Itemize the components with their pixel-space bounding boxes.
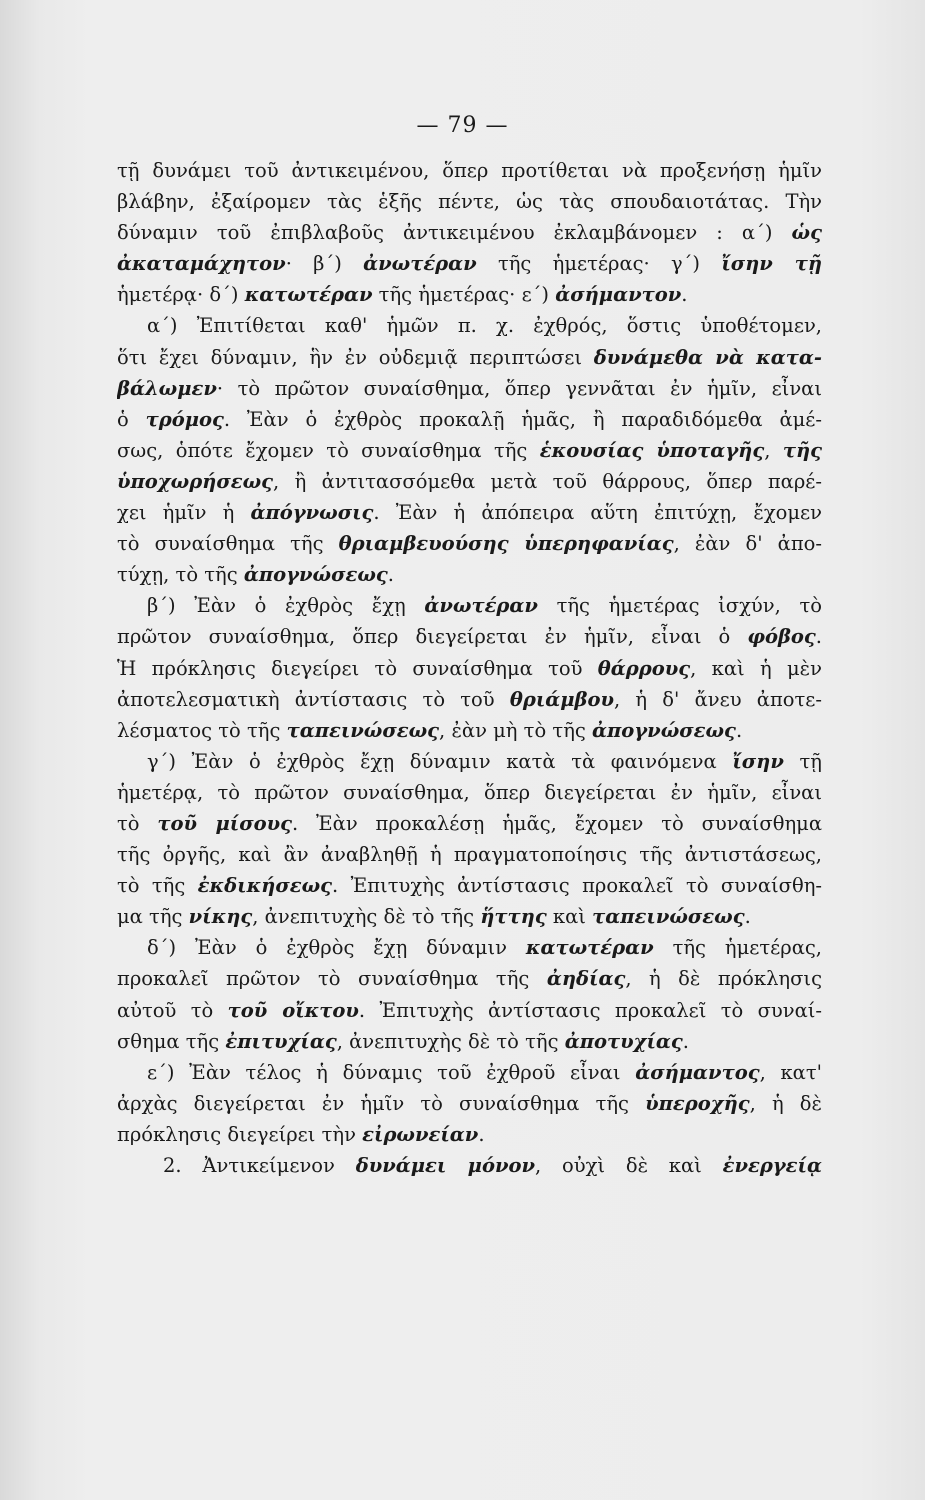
text-line	[117, 342, 822, 373]
emphasis-span: ἴσην τῇ	[721, 252, 822, 276]
text-span: τῆς ἡμετέρας,	[653, 936, 822, 960]
text-span: καὶ	[546, 905, 593, 929]
emphasis-span: ταπεινώσεως	[286, 718, 440, 742]
text-span: .	[387, 563, 394, 587]
emphasis-span: ἴσην	[732, 749, 784, 773]
page-number: — 79 —	[416, 113, 509, 138]
emphasis-span: εἰρωνείαν	[362, 1122, 479, 1146]
text-span: ἀρχὰς διεγείρεται ἐν ἡμῖν τὸ συναίσθημα τῆς	[117, 1091, 646, 1115]
text-span: ἀποτελεσματικὴ ἀντίστασις τὸ τοῦ	[117, 687, 510, 711]
text-line	[117, 621, 822, 652]
text-line	[117, 404, 822, 435]
emphasis-span: βάλωμεν	[117, 376, 217, 400]
emphasis-span: ἀπογνώσεως	[592, 718, 736, 742]
text-span: .	[735, 718, 743, 742]
text-span: τῆς ἡμετέρας· γ΄)	[476, 252, 722, 276]
text-span: , ἢ ἀντιτασσόμεθα μετὰ τοῦ θάρρους, ὅπερ παρέ-	[273, 469, 822, 493]
text-line	[117, 310, 822, 341]
text-line	[117, 217, 822, 248]
text-span: σως, ὁπότε ἔχομεν τὸ συναίσθημα τῆς	[117, 438, 540, 462]
text-span: Ἡ πρόκλησις διεγείρει τὸ συναίσθημα τοῦ	[117, 656, 598, 680]
text-line	[117, 248, 822, 279]
text-span: τὸ	[117, 811, 158, 835]
emphasis-span: τοῦ οἴκτου	[227, 998, 359, 1022]
text-line	[117, 1088, 822, 1119]
text-span: .	[478, 1122, 485, 1146]
text-span: ὅτι ἔχει δύναμιν, ἣν ἐν οὐδεμιᾷ περιπτώσει	[117, 345, 594, 369]
text-span: . Ἐπιτυχὴς ἀντίστασις προκαλεῖ τὸ συναί-	[358, 998, 822, 1022]
text-span: , ἐὰν δ' ἀπο-	[673, 532, 822, 556]
text-span: πρόκλησις διεγείρει τὴν	[117, 1122, 363, 1146]
text-span: ἡμετέρᾳ, τὸ πρῶτον συναίσθημα, ὅπερ διεγείρεται ἐν ἡμῖν, εἶναι	[117, 780, 822, 804]
text-span: ἡμετέρᾳ· δ΄)	[117, 283, 245, 307]
emphasis-span: κατωτέραν	[525, 936, 654, 960]
text-line	[117, 1057, 822, 1088]
text-span: μα τῆς	[117, 905, 189, 929]
emphasis-span: φόβος	[747, 625, 816, 649]
emphasis-span: ἀνωτέραν	[424, 594, 538, 618]
text-span: τῆς ἡμετέρας ἰσχύν, τὸ	[537, 594, 822, 618]
text-span: , ἡ δὲ πρόκλησις	[625, 967, 822, 991]
text-span: . Ἐὰν ἡ ἀπόπειρα αὕτη ἐπιτύχῃ, ἔχομεν	[373, 501, 822, 525]
text-span: δύναμιν τοῦ ἐπιβλαβοῦς ἀντικειμένου ἐκλαμβάνομεν : α΄)	[117, 221, 792, 245]
text-span: , ἀνεπιτυχὴς δὲ τὸ τῆς	[252, 905, 481, 929]
text-span: . Ἐπιτυχὴς ἀντίστασις προκαλεῖ τὸ συναίσθη-	[332, 874, 822, 898]
text-span: , ἐὰν μὴ τὸ τῆς	[439, 718, 592, 742]
text-line	[117, 995, 822, 1026]
emphasis-span: θάρρους	[597, 656, 691, 680]
text-span: , ἡ δὲ	[749, 1091, 822, 1115]
text-line	[117, 963, 822, 994]
emphasis-span: ἐπιτυχίας	[225, 1029, 337, 1053]
emphasis-span: δυνάμει μόνον	[355, 1154, 536, 1177]
text-span: , ἡ δ' ἄνευ ἀποτε-	[614, 687, 822, 711]
text-span: β΄) Ἐὰν ὁ ἐχθρὸς ἔχῃ	[147, 594, 425, 618]
text-span: τῆς ἡμετέρας· ε΄)	[372, 283, 556, 307]
text-line	[117, 466, 822, 497]
text-span: τῆς ὀργῆς, καὶ ἂν ἀναβληθῇ ἡ πραγματοποίησις τῆς ἀντιστάσεως,	[117, 843, 822, 867]
text-span: 2. Ἀντικείμενον	[163, 1154, 356, 1177]
emphasis-span: ἀνωτέραν	[363, 252, 477, 276]
text-line	[117, 777, 822, 808]
text-line	[117, 435, 822, 466]
text-span: , καὶ ἡ μὲν	[690, 656, 822, 680]
text-span: , οὐχὶ δὲ καὶ	[535, 1154, 723, 1177]
emphasis-span: ὑποχωρήσεως	[117, 469, 274, 493]
text-span: , κατ'	[759, 1060, 822, 1084]
text-line	[117, 497, 822, 528]
body-text	[117, 155, 822, 1181]
emphasis-span: ἀποτυχίας	[564, 1029, 683, 1053]
text-span: .	[744, 905, 751, 929]
emphasis-span: τοῦ μίσους	[157, 811, 292, 835]
emphasis-span: ἀηδίας	[546, 967, 626, 991]
text-span: βλάβην, ἐξαίρομεν τὰς ἑξῆς πέντε, ὡς τὰς σπουδαιοτάτας. Τὴν	[117, 190, 822, 214]
text-span: . Ἐὰν ὁ ἐχθρὸς προκαλῇ ἡμᾶς, ἢ παραδιδόμεθα ἀμέ-	[223, 407, 822, 431]
emphasis-span: ἀσήμαντος	[635, 1060, 760, 1084]
text-line	[117, 746, 822, 777]
emphasis-span: τρόμος	[145, 407, 224, 431]
text-span: . Ἐὰν προκαλέσῃ ἡμᾶς, ἔχομεν τὸ συναίσθημα	[291, 811, 822, 835]
text-line	[117, 155, 822, 186]
text-line	[117, 870, 822, 901]
text-line	[117, 653, 822, 684]
text-span: τῇ δυνάμει τοῦ ἀντικειμένου, ὅπερ προτίθεται νὰ προξενήσῃ ἡμῖν	[117, 159, 822, 182]
text-span: προκαλεῖ πρῶτον τὸ συναίσθημα τῆς	[117, 967, 547, 991]
text-span: ε΄) Ἐὰν τέλος ἡ δύναμις τοῦ ἐχθροῦ εἶναι	[147, 1060, 636, 1084]
emphasis-span: ταπεινώσεως	[592, 905, 745, 929]
emphasis-span: δυνάμεθα νὰ κατα-	[593, 345, 822, 369]
text-span: ,	[764, 438, 783, 462]
text-span: τῇ	[783, 749, 822, 773]
emphasis-span: ἐνεργείᾳ	[722, 1154, 822, 1177]
text-line	[117, 1119, 822, 1150]
text-span: τύχῃ, τὸ τῆς	[117, 563, 244, 587]
text-line	[117, 901, 822, 932]
emphasis-span: θριάμβου	[509, 687, 615, 711]
text-span: γ΄) Ἐὰν ὁ ἐχθρὸς ἔχῃ δύναμιν κατὰ τὰ φαινόμενα	[147, 749, 733, 773]
text-span: .	[815, 625, 822, 649]
text-line	[117, 684, 822, 715]
emphasis-span: ἑκουσίας ὑποταγῆς	[539, 438, 765, 462]
text-span: χει ἡμῖν ἡ	[117, 501, 251, 525]
text-span: αὐτοῦ τὸ	[117, 998, 228, 1022]
text-line	[117, 1150, 822, 1181]
emphasis-span: ὡς	[791, 221, 822, 245]
text-span: λέσματος τὸ τῆς	[117, 718, 287, 742]
text-span: τὸ τῆς	[117, 874, 198, 898]
emphasis-span: θριαμβευούσης ὑπερηφανίας	[338, 532, 674, 556]
emphasis-span: ἀκαταμάχητον	[117, 252, 286, 276]
text-span: · τὸ πρῶτον συναίσθημα, ὅπερ γεννᾶται ἐν ἡμῖν, εἶναι	[216, 376, 822, 400]
text-span: .	[682, 1029, 689, 1053]
text-line	[117, 590, 822, 621]
text-span: δ΄) Ἐὰν ὁ ἐχθρὸς ἔχῃ δύναμιν	[147, 936, 526, 960]
text-line	[117, 932, 822, 963]
text-span: πρῶτον συναίσθημα, ὅπερ διεγείρεται ἐν ἡμῖν, εἶναι ὁ	[117, 625, 748, 649]
text-span: ὁ	[117, 407, 146, 431]
text-line	[117, 528, 822, 559]
text-span: · β΄)	[285, 252, 364, 276]
emphasis-span: ὑπεροχῆς	[645, 1091, 750, 1115]
emphasis-span: ἀσήμαντον	[555, 283, 682, 307]
emphasis-span: ἀπογνώσεως	[243, 563, 388, 587]
emphasis-span: ἐκδικήσεως	[197, 874, 333, 898]
text-span: .	[681, 283, 688, 307]
text-span: , ἀνεπιτυχὴς δὲ τὸ τῆς	[336, 1029, 565, 1053]
text-line	[117, 373, 822, 404]
text-line	[117, 808, 822, 839]
emphasis-span: ἥττης	[480, 905, 547, 929]
emphasis-span: ἀπόγνωσις	[250, 501, 374, 525]
text-span: α΄) Ἐπιτίθεται καθ' ἡμῶν π. χ. ἐχθρός, ὅστις ὑποθέτομεν,	[147, 314, 822, 338]
emphasis-span: κατωτέραν	[244, 283, 373, 307]
text-line	[117, 839, 822, 870]
text-line	[117, 559, 822, 590]
text-line	[117, 279, 822, 310]
emphasis-span: τῆς	[782, 438, 822, 462]
text-span: τὸ συναίσθημα τῆς	[117, 532, 339, 556]
text-line	[117, 1026, 822, 1057]
text-line	[117, 715, 822, 746]
text-line	[117, 186, 822, 217]
emphasis-span: νίκης	[188, 905, 253, 929]
text-span: σθημα τῆς	[117, 1029, 226, 1053]
